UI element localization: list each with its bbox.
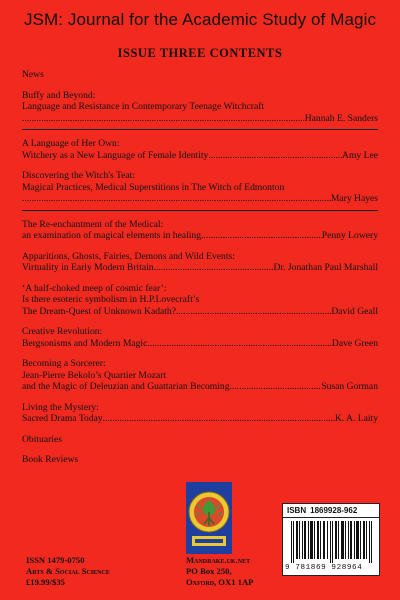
isbn-prefix: ISBN xyxy=(287,506,307,515)
entry-subtitle: Is there esoteric symbolism in H.P.Lovecraft’s xyxy=(22,294,200,305)
city: Oxford, OX1 1AP xyxy=(186,577,254,587)
entry-author-line xyxy=(22,262,378,274)
contents-entry xyxy=(22,170,378,205)
entry-author-line xyxy=(22,338,378,350)
contents-entry xyxy=(22,402,378,425)
contents-entry xyxy=(22,283,378,318)
entry-title: Living the Mystery: xyxy=(22,401,99,413)
entry-author: Dr. Jonathan Paul Marshall xyxy=(273,262,378,273)
entry-title: Apparitions, Ghosts, Fairies, Demons and Wild Events: xyxy=(22,250,235,262)
entry-subtitle: Virtuality in Early Modern Britain xyxy=(22,262,154,273)
entry-title: Creative Revolution: xyxy=(22,326,103,337)
table-of-contents xyxy=(22,69,378,466)
issue-heading: ISSUE THREE CONTENTS xyxy=(117,46,283,60)
mandrake-logo-graphic xyxy=(186,482,232,554)
entry-title: Discovering the Witch's Teat: xyxy=(22,170,136,181)
leader-dots xyxy=(22,193,331,205)
divider xyxy=(22,210,378,211)
entry-author: David Geall xyxy=(331,305,378,317)
entry-author: Amy Lee xyxy=(342,149,378,161)
isbn-barcode-box xyxy=(282,503,380,576)
leader-dots xyxy=(154,262,274,274)
entry-title: ‘A half-choked meep of cosmic fear’: xyxy=(22,282,167,294)
entry-subtitle: Bergsonisms and Modern Magic xyxy=(22,337,148,349)
leader-dots xyxy=(103,413,335,425)
leader-dots xyxy=(203,230,321,242)
entry-author: Dave Green xyxy=(331,337,378,349)
contents-entry xyxy=(22,251,378,274)
publisher-url: Mandrake.uk.net xyxy=(186,555,251,565)
entry-author-line xyxy=(22,413,378,425)
footer-publication-info xyxy=(26,555,110,588)
book-reviews-item: Book Reviews xyxy=(22,454,79,465)
divider xyxy=(22,129,378,130)
leader-dots xyxy=(147,338,332,350)
entry-subtitle: an examination of magical elements in healing. xyxy=(22,230,204,241)
news-item: News xyxy=(22,69,44,80)
isbn-label xyxy=(287,506,357,515)
entry-title: Becoming a Sorcerer: xyxy=(22,358,106,369)
leader-dots xyxy=(176,306,331,318)
isbn-digits: 9 781869 928964 xyxy=(285,564,363,572)
entry-subtitle: Sacred Drama Today xyxy=(22,413,103,424)
category-text: Arts & Social Science xyxy=(26,566,110,576)
leader-dots xyxy=(230,381,322,393)
entry-subtitle: Magical Practices, Medical Superstitions in The Witch of Edmonton xyxy=(22,181,285,193)
entry-subtitle: Witchery as a New Language of Female Identity xyxy=(22,149,209,161)
entry-author: K. A. Laity xyxy=(334,413,378,424)
entry-author: Susan Gorman xyxy=(321,381,378,392)
journal-title: JSM: Journal for the Academic Study of Magic xyxy=(23,10,377,29)
contents-entry xyxy=(22,358,378,393)
entry-author-line xyxy=(22,381,378,393)
contents-entry xyxy=(22,219,378,242)
entry-author-line xyxy=(22,113,378,125)
entry-title: Buffy and Beyond: xyxy=(22,89,96,101)
contents-entry xyxy=(22,326,378,349)
entry-subtitle-2: The Dream-Quest of Unknown Kadath? xyxy=(22,305,176,317)
entry-author-line xyxy=(22,230,378,242)
leader-dots xyxy=(208,150,342,162)
entry-subtitle: Jean-Pierre Bekolo’s Quartier Mozart xyxy=(22,369,167,381)
footer-publisher-address xyxy=(186,555,253,588)
entry-author-line xyxy=(22,193,378,205)
issn-text: ISSN 1479-0750 xyxy=(26,555,85,565)
leader-dots xyxy=(22,113,305,125)
entry-author: Mary Hayes xyxy=(330,193,378,204)
entry-author-line xyxy=(22,306,378,318)
isbn-divider xyxy=(283,517,379,518)
entry-title: The Re-enchantment of the Medical: xyxy=(22,218,164,230)
entry-subtitle-2: and the Magic of Deleuzian and Guattarian Becoming xyxy=(22,381,230,392)
po-box: PO Box 250, xyxy=(186,566,232,576)
contents-entry xyxy=(22,138,378,161)
mandrake-logo-icon xyxy=(186,482,232,554)
barcode-icon xyxy=(289,521,375,563)
price-text: £19.99/$35 xyxy=(26,577,65,587)
entry-title: A Language of Her Own: xyxy=(22,138,120,149)
entry-subtitle: Language and Resistance in Contemporary Teenage Witchcraft xyxy=(22,101,265,112)
isbn-value: 1869928-962 xyxy=(310,506,358,515)
obituaries-item: Obituaries xyxy=(22,433,62,445)
entry-author-line xyxy=(22,150,378,162)
entry-author: Hannah E. Sanders xyxy=(304,112,378,124)
contents-entry xyxy=(22,90,378,125)
entry-author: Penny Lowery xyxy=(321,230,378,241)
